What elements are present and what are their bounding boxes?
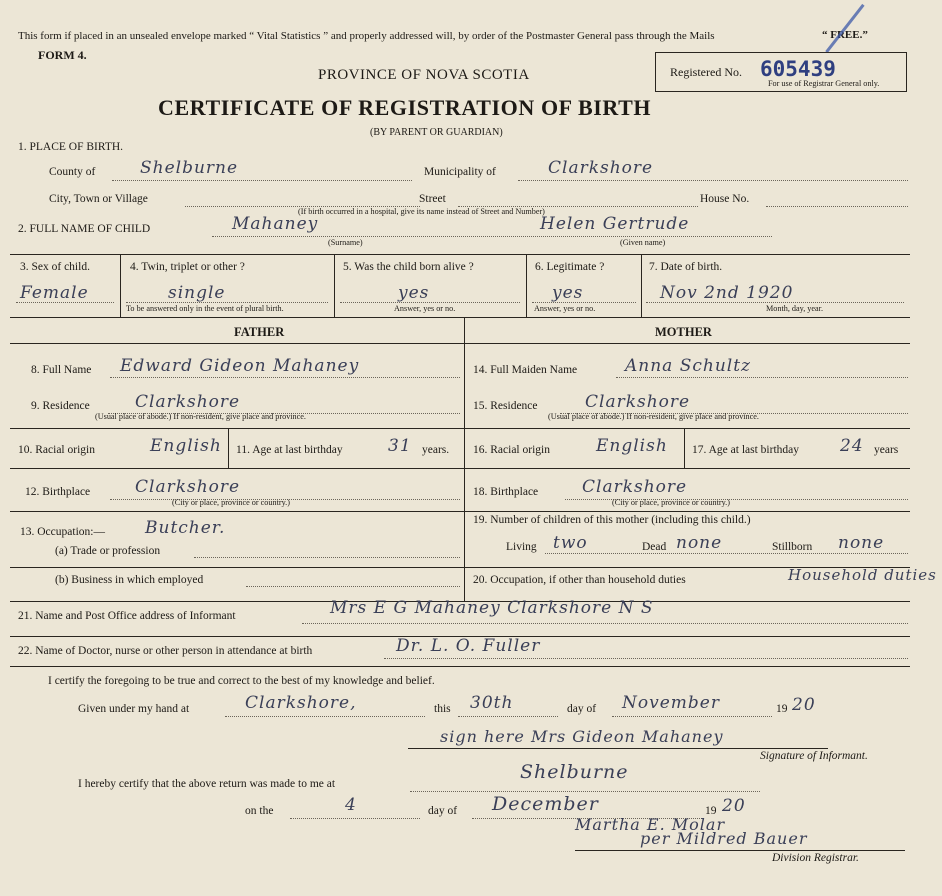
father-residence: Clarkshore [135,392,241,412]
sex-label: 3. Sex of child. [20,261,90,273]
mailing-note: This form if placed in an unsealed envelope marked “ Vital Statistics ” and properly addressed will, by order of the Postmaster General pass through the Mails [18,30,715,42]
city-label: City, Town or Village [49,193,148,205]
hereby-certify-statement: I hereby certify that the above return was made to me at [78,778,336,790]
father-racial: English [150,436,222,456]
mother-birthplace: Clarkshore [582,477,688,497]
registrar-day: 4 [345,795,357,815]
twin-label: 4. Twin, triplet or other ? [130,261,245,273]
mother-heading: MOTHER [655,325,712,339]
registered-label: Registered No. [670,65,742,79]
doctor-value: Dr. L. O. Fuller [396,636,541,656]
given-under-label: Given under my hand at [78,703,190,715]
place-of-birth-heading: 1. PLACE OF BIRTH. [18,141,124,153]
free-mark: “ FREE.” [822,29,868,41]
twin-value: single [168,283,226,303]
living-label: Living [506,541,537,553]
father-birthplace-note: (City or place, province or country.) [172,498,290,507]
father-residence-label: 9. Residence [31,400,90,412]
father-age: 31 [388,436,412,456]
child-name-label: 2. FULL NAME OF CHILD [18,223,151,235]
dob-label: 7. Date of birth. [649,261,723,273]
trade-label: (a) Trade or profession [55,545,161,557]
registered-number: 605439 [760,57,836,81]
living-value: two [553,533,588,553]
day-of-label: day of [567,703,597,715]
surname-caption: (Surname) [328,238,363,247]
business-label: (b) Business in which employed [55,574,204,586]
alive-label: 5. Was the child born alive ? [343,261,474,273]
father-years: years. [422,444,450,456]
form-number: FORM 4. [38,48,87,62]
mother-occupation-label: 20. Occupation, if other than household duties [473,574,686,586]
certificate-subtitle: (BY PARENT OR GUARDIAN) [370,127,503,138]
registered-box [655,52,907,92]
registrar-day-of-label: day of [428,805,458,817]
sex-value: Female [20,283,89,303]
alive-note: Answer, yes or no. [394,304,456,313]
mother-racial: English [596,436,668,456]
dead-value: none [676,533,723,553]
legitimate-note: Answer, yes or no. [534,304,596,313]
father-occupation: Butcher. [145,518,226,538]
informant-signature-caption: Signature of Informant. [760,750,868,762]
registrar-use-note: For use of Registrar General only. [768,79,880,88]
twin-note: To be answered only in the event of plural birth. [126,304,284,313]
dob-note: Month, day, year. [766,304,823,313]
legitimate-label: 6. Legitimate ? [535,261,605,273]
on-the-label: on the [245,805,274,817]
house-no-label: House No. [700,193,750,205]
mother-occupation: Household duties [788,566,937,584]
registrar-place: Shelburne [520,761,629,783]
municipality-value: Clarkshore [548,158,654,178]
father-birthplace-label: 12. Birthplace [25,486,91,498]
father-occupation-label: 13. Occupation:— [20,526,105,538]
child-surname: Mahaney [232,214,319,234]
stillborn-label: Stillborn [772,541,813,553]
hospital-note: (If birth occurred in a hospital, give its name instead of Street and Number) [298,207,545,216]
registrar-year: 20 [722,796,746,816]
street-label: Street [419,193,446,205]
child-given-name: Helen Gertrude [540,214,690,234]
legitimate-value: yes [552,283,584,303]
mother-residence-note: (Usual place of abode.) If non-resident, give place and province. [548,412,759,421]
certify-statement: I certify the foregoing to be true and correct to the best of my knowledge and belief. [48,675,435,687]
informant-label: 21. Name and Post Office address of Informant [18,610,236,622]
father-heading: FATHER [234,325,285,339]
mother-residence: Clarkshore [585,392,691,412]
division-registrar-caption: Division Registrar. [772,852,859,864]
mother-birthplace-note: (City or place, province or country.) [612,498,730,507]
mother-birthplace-label: 18. Birthplace [473,486,539,498]
registrar-signature: Martha E. Molar [575,815,726,834]
mother-residence-label: 15. Residence [473,400,538,412]
county-value: Shelburne [140,158,239,178]
father-name-label: 8. Full Name [31,364,92,376]
this-label: this [434,703,451,715]
father-birthplace: Clarkshore [135,477,241,497]
mother-age-label: 17. Age at last birthday [692,444,799,456]
mother-years: years [874,444,899,456]
mother-age: 24 [840,436,864,456]
registrar-year-prefix: 19 [705,805,717,817]
certificate-title: CERTIFICATE OF REGISTRATION OF BIRTH [158,95,652,120]
given-name-caption: (Given name) [620,238,666,247]
given-month: November [622,693,720,713]
informant-value: Mrs E G Mahaney Clarkshore N S [330,598,654,618]
father-racial-label: 10. Racial origin [18,444,95,456]
mother-children-label: 19. Number of children of this mother (including this child.) [473,514,751,526]
county-label: County of [49,166,96,178]
dead-label: Dead [642,541,667,553]
given-day: 30th [470,693,514,713]
doctor-label: 22. Name of Doctor, nurse or other person in attendance at birth [18,645,313,657]
registrar-month: December [492,793,599,815]
mother-racial-label: 16. Racial origin [473,444,550,456]
stillborn-value: none [838,533,885,553]
mother-name-label: 14. Full Maiden Name [473,364,578,376]
mother-name: Anna Schultz [625,356,752,376]
municipality-label: Municipality of [424,166,496,178]
province-heading: PROVINCE OF NOVA SCOTIA [318,67,530,83]
father-age-label: 11. Age at last birthday [236,444,343,456]
given-year-prefix: 19 [776,703,788,715]
dob-value: Nov 2nd 1920 [660,283,794,303]
given-year: 20 [792,695,816,715]
registrar-deputy-signature: per Mildred Bauer [640,829,808,848]
alive-value: yes [398,283,430,303]
given-place: Clarkshore, [245,693,357,713]
informant-signature: sign here Mrs Gideon Mahaney [440,727,724,746]
father-name: Edward Gideon Mahaney [120,356,360,376]
father-residence-note: (Usual place of abode.) If non-resident, give place and province. [95,412,306,421]
